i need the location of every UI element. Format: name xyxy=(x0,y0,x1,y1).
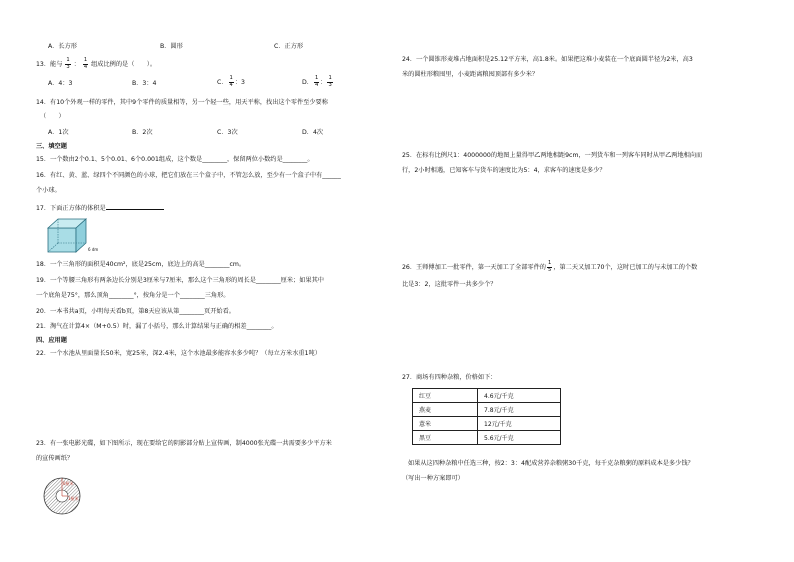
q14-option-b: B．2次 xyxy=(132,129,153,136)
question-20: 20．一本书共a页，小明每天看b页，第8天应该从第________页开始看。 xyxy=(36,308,235,315)
grain-name: 燕麦 xyxy=(413,403,478,417)
table-row xyxy=(413,417,561,431)
cube-edge-label: 6 dm xyxy=(88,247,99,252)
disc-outer-label: 6厘米 xyxy=(63,481,74,486)
question-27-line-1: 如果从这四种杂粮中任选三种，按2：3：4配成营养杂粮粥30千克，每千克杂粮粥的原料成本是多少钱？ xyxy=(408,460,694,467)
question-25-line-2: 行，2小时相遇，已知客车与货车的速度比为5：4，求客车的速度是多少？ xyxy=(402,167,606,174)
table-row xyxy=(413,403,561,417)
q13-option-b: B．3：4 xyxy=(132,80,157,87)
grain-price: 5.6元/千克 xyxy=(478,431,561,445)
q13-text-end: 组成比例的是（ ）。 xyxy=(91,61,157,68)
question-19-line-1: 19．一个等腰三角形有两条边长分别是3厘米与7厘米，那么这个三角形的周长是________厘米；如果其中 xyxy=(36,277,324,284)
question-26-line-1: 26．王师傅加工一批零件，第一天加工了全部零件的 $\frac{1}{5}$ ，第二天又加工70个，这时已加工的与未加工的个数 xyxy=(402,260,698,273)
question-18: 18．一个三角形的面积是40cm²，底是25cm，底边上的高是________cm。 xyxy=(36,261,246,268)
q17-answer-blank xyxy=(106,203,164,210)
section-fill-blank-heading: 三、填空题 xyxy=(36,143,67,150)
table-row xyxy=(413,389,561,403)
q13-option-c: C． $\frac{1}{4}$ ：3 xyxy=(217,75,245,88)
disc-figure xyxy=(42,472,94,522)
question-22: 22．一个水池从里面量长50米，宽25米，深2.4米，这个水池最多能容水多少吨？（每立方米水重1吨） xyxy=(36,350,321,357)
question-21: 21．淘气在计算4×（M+0.5）时，漏了小括号，那么计算结果与正确的相差________。 xyxy=(36,323,278,330)
grain-price: 12元/千克 xyxy=(478,417,561,431)
grain-price: 4.6元/千克 xyxy=(478,389,561,403)
q12-option-c: C．正方形 xyxy=(274,43,304,50)
q14-option-a: A．1次 xyxy=(48,129,69,136)
cube-figure xyxy=(44,214,102,256)
q14-option-c: C．3次 xyxy=(217,129,238,136)
q14-option-d: D．4次 xyxy=(302,129,324,136)
question-17: 17．下面正方体的体积是 xyxy=(36,203,164,213)
q13-fraction-1: $\frac{1}{3}$ xyxy=(66,57,70,70)
grain-name: 黑豆 xyxy=(413,431,478,445)
question-13 xyxy=(36,58,156,70)
price-table xyxy=(412,388,561,445)
grain-name: 红豆 xyxy=(413,389,478,403)
question-15: 15．一个数由2个0.1、5个0.01、6个0.001组成，这个数是________，保留两位小数约是________。 xyxy=(36,156,314,163)
question-19-line-2: 一个底角是75°，那么顶角________°，按角分是一个________三角形。 xyxy=(36,292,230,299)
q12-option-b: B．圆形 xyxy=(160,43,183,50)
disc-inner-label: 1厘米 xyxy=(68,496,79,501)
q13-colon: ： xyxy=(73,61,80,68)
q26-fraction: $\frac{1}{5}$ xyxy=(548,260,552,273)
question-23-line-1: 23．有一张电影光碟，如下图所示，现在要给它的阴影部分贴上宣传画，制4000张光碟一共需要多少平方米 xyxy=(36,440,332,447)
question-26-line-2: 比是3：2，这批零件一共多少个？ xyxy=(402,281,497,288)
section-application-heading: 四、应用题 xyxy=(36,337,67,344)
question-24-line-1: 24．一个圆锥形麦堆占地面积是25.12平方米，高1.8米。如果把这堆小麦装在一个底面圆半径为2米，高3 xyxy=(402,56,693,63)
grain-price: 7.8元/千克 xyxy=(478,403,561,417)
question-14-line-2: （ ） xyxy=(40,113,65,120)
question-25-line-1: 25．在标有比例尺1：4000000的地图上量得甲乙两地相距9cm，一列货车和一列客车同时从甲乙两地相向而 xyxy=(402,152,703,159)
question-16-line-2: 个小球。 xyxy=(36,187,61,194)
q13-fraction-2: $\frac{1}{4}$ xyxy=(83,57,88,70)
table-row xyxy=(413,431,561,445)
q12-option-a: A．长方形 xyxy=(48,43,77,50)
q13-option-d: D． $\frac{1}{4}$ ： $\frac{1}{3}$ xyxy=(302,75,332,88)
q13-option-a: A．4：3 xyxy=(48,80,73,87)
question-24-line-2: 米的圆柱形粮囤里，小麦距离粮囤顶部有多少米？ xyxy=(402,71,539,78)
question-27-title: 27．商场有四种杂粮，价格如下： xyxy=(402,374,497,381)
question-14-line-1: 14．有10个外观一样的零件，其中9个零件的质量相等，另一个轻一些，用天平称，找出这个零件至少要称 xyxy=(36,99,328,106)
question-16-line-1: 16．有红、黄、蓝、绿四个不同颜色的小球，把它们放在三个盒子中，不管怎么放，至少有一个盒子中有______ xyxy=(36,172,341,179)
question-23-line-2: 的宣传画纸？ xyxy=(36,455,74,462)
q13-text: 13．能与 xyxy=(36,61,63,68)
grain-name: 薏米 xyxy=(413,417,478,431)
question-27-line-2: （写出一种方案即可） xyxy=(402,475,464,482)
